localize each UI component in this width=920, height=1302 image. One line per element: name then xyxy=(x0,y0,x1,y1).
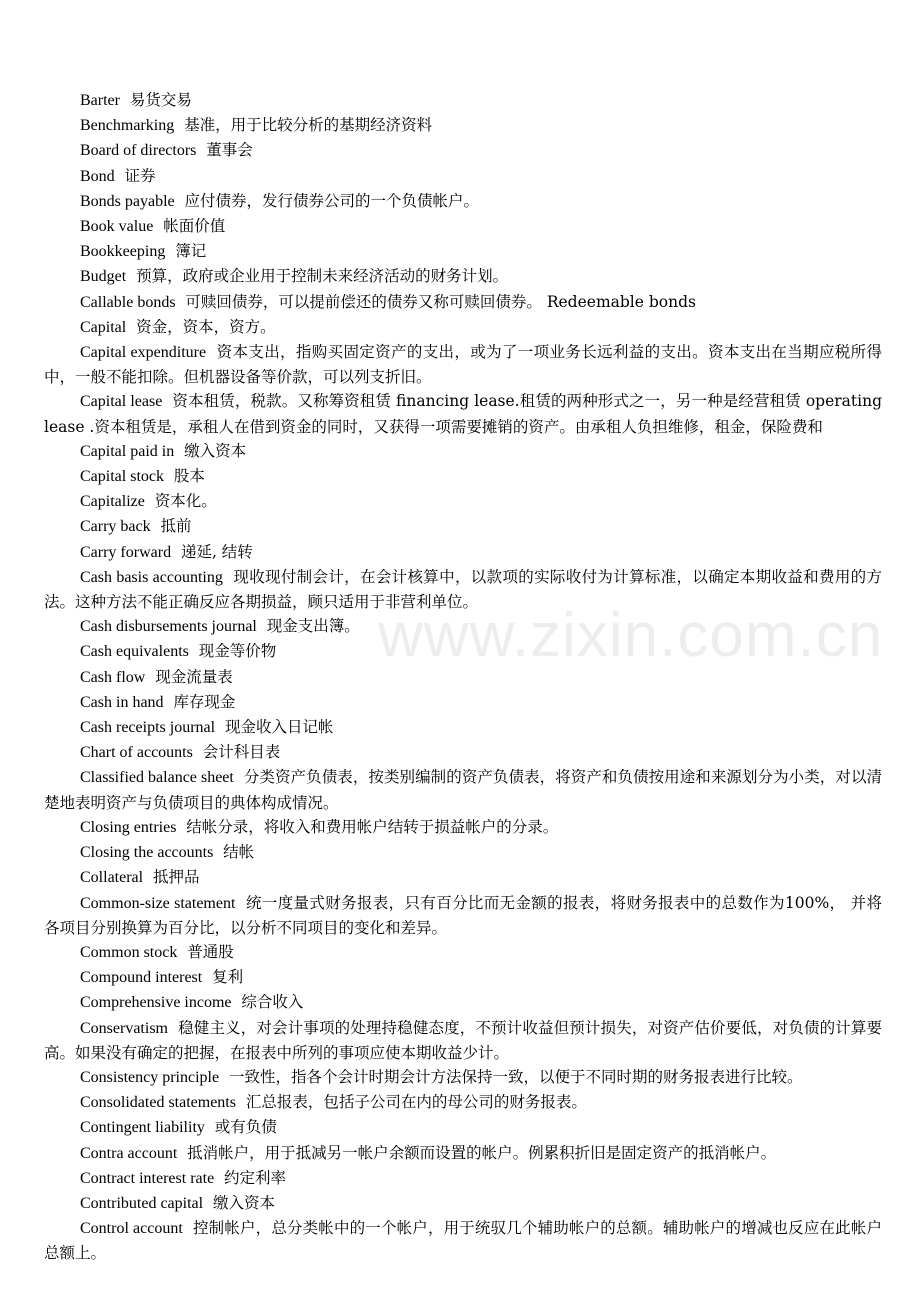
entry-definition: 分类资产负债表，按类别编制的资产负债表，将资产和负债按用途和来源划分为小类，对以清楚地表明资产与负债项目的典体构成情况。 xyxy=(44,768,883,812)
entry-term: Contingent liability xyxy=(80,1119,205,1137)
entry-term: Barter xyxy=(80,92,120,109)
entry-definition: 股本 xyxy=(173,467,205,486)
entry-term: Conservatism xyxy=(80,1019,168,1037)
entry-definition: 现金流量表 xyxy=(155,667,233,686)
entry-definition: 缴入资本 xyxy=(212,1193,275,1212)
entry-definition: 普通股 xyxy=(187,942,234,961)
entry-definition: 复利 xyxy=(212,968,244,987)
entry-definition: 抵消帐户，用于抵减另一帐户余额而设置的帐户。例累积折旧是固定资产的抵消帐户。 xyxy=(187,1143,777,1162)
entry-definition: 现金等价物 xyxy=(198,642,277,661)
entry-definition: 资本支出，指购买固定资产的支出，或为了一项业务长远利益的支出。资本支出在当期应税所得中，一般不能扣除。但机器设备等价款，可以列支折旧。 xyxy=(44,343,883,387)
glossary-entry xyxy=(44,138,882,163)
glossary-entry xyxy=(44,1191,882,1216)
glossary-entry xyxy=(44,1065,882,1090)
entry-definition: 缴入资本 xyxy=(184,441,247,460)
entry-term: Cash disbursements journal xyxy=(80,618,257,636)
glossary-entry xyxy=(44,765,882,814)
entry-term: Capital paid in xyxy=(80,442,175,460)
glossary-entry xyxy=(44,389,882,438)
entry-term: Capitalize xyxy=(80,493,145,511)
glossary-list xyxy=(44,88,882,1266)
entry-term: Control account xyxy=(80,1220,183,1238)
entry-definition: 资金，资本，资方。 xyxy=(136,317,276,336)
glossary-entry xyxy=(44,1115,882,1140)
watermark: www.zixin.com.cn xyxy=(378,601,884,670)
entry-definition: 帐面价值 xyxy=(163,217,226,236)
entry-definition: 结帐分录，将收入和费用帐户结转于损益帐户的分录。 xyxy=(186,817,559,836)
glossary-entry xyxy=(44,264,882,289)
entry-definition: 资本租赁，税款。又称筹资租赁 financing lease.租赁的两种形式之一，另一种是经营租赁 operating lease .资本租赁是，承租人在借到资金的同时，又获得一项需要摊销的资产。由承租人负担维修，租金，保险费和 xyxy=(44,392,883,436)
glossary-entry xyxy=(44,665,882,690)
entry-term: Chart of accounts xyxy=(80,744,193,762)
glossary-entry xyxy=(44,639,882,664)
glossary-entry xyxy=(44,464,882,489)
entry-definition: 约定利率 xyxy=(224,1168,287,1187)
entry-definition: 综合收入 xyxy=(241,993,304,1012)
glossary-entry xyxy=(44,965,882,990)
entry-term: Comprehensive income xyxy=(80,994,232,1012)
entry-definition: 汇总报表，包括子公司在内的母公司的财务报表。 xyxy=(245,1093,587,1112)
entry-definition: 预算，政府或企业用于控制未来经济活动的财务计划。 xyxy=(136,267,509,286)
glossary-entry xyxy=(44,940,882,965)
entry-definition: 抵前 xyxy=(160,517,192,536)
entry-term: Carry forward xyxy=(80,543,172,561)
entry-definition: 基准，用于比较分析的基期经济资料 xyxy=(184,116,433,135)
entry-term: Consistency principle xyxy=(80,1068,220,1086)
entry-term: Contributed capital xyxy=(80,1194,204,1212)
entry-term: Capital expenditure xyxy=(80,344,207,362)
entry-term: Benchmarking xyxy=(80,117,175,135)
entry-term: Common stock xyxy=(80,943,178,961)
glossary-entry xyxy=(44,1216,882,1265)
entry-term: Collateral xyxy=(80,869,144,887)
entry-definition: 或有负债 xyxy=(214,1118,277,1137)
glossary-entry xyxy=(44,214,882,239)
entry-definition: 会计科目表 xyxy=(202,743,281,762)
glossary-entry xyxy=(44,315,882,340)
entry-term: Cash receipts journal xyxy=(80,719,216,737)
entry-term: Capital lease xyxy=(80,393,163,411)
entry-term: Capital stock xyxy=(80,468,164,486)
entry-term: Common-size statement xyxy=(80,894,236,912)
entry-definition: 资本化。 xyxy=(154,492,217,511)
glossary-entry xyxy=(44,239,882,264)
glossary-entry xyxy=(44,815,882,840)
entry-term: Capital xyxy=(80,318,127,336)
glossary-entry xyxy=(44,164,882,189)
glossary-entry xyxy=(44,88,882,113)
entry-definition: 现收现付制会计，在会计核算中，以款项的实际收付为计算标准，以确定本期收益和费用的方法。这种方法不能正确反应各期损益，顾只适用于非营利单位。 xyxy=(44,567,882,612)
entry-definition: 现金收入日记帐 xyxy=(224,718,334,737)
entry-definition: 统一度量式财务报表，只有百分比而无金额的报表，将财务报表中的总数作为100%， 并将各项目分别换算为百分比，以分析不同项目的变化和差异。 xyxy=(44,893,883,937)
entry-definition: 应付债券，发行债券公司的一个负债帐户。 xyxy=(184,191,480,210)
glossary-entry xyxy=(44,340,882,389)
entry-term: Bonds payable xyxy=(80,192,175,210)
glossary-entry xyxy=(44,1166,882,1191)
entry-term: Compound interest xyxy=(80,969,203,987)
entry-term: Bookkeeping xyxy=(80,243,166,261)
glossary-entry xyxy=(44,1090,882,1115)
entry-definition: 簿记 xyxy=(175,242,207,261)
glossary-entry xyxy=(44,715,882,740)
glossary-entry xyxy=(44,690,882,715)
glossary-entry xyxy=(44,113,882,138)
entry-definition: 抵押品 xyxy=(152,868,200,887)
glossary-entry xyxy=(44,189,882,214)
glossary-entry xyxy=(44,439,882,464)
entry-term: Closing the accounts xyxy=(80,844,214,862)
glossary-entry xyxy=(44,1016,882,1065)
entry-term: Cash basis accounting xyxy=(80,568,223,586)
entry-term: Cash equivalents xyxy=(80,643,189,661)
entry-definition: 董事会 xyxy=(206,141,253,160)
glossary-entry xyxy=(44,1141,882,1166)
entry-term: Board of directors xyxy=(80,142,197,160)
glossary-entry xyxy=(44,614,882,639)
entry-definition: 稳健主义，对会计事项的处理持稳健态度，不预计收益但预计损失，对资产估价要低，对负债的计算要高。如果没有确定的把握，在报表中所列的事项应使本期收益少计。 xyxy=(44,1018,882,1062)
entry-term: Cash flow xyxy=(80,668,146,686)
entry-term: Bond xyxy=(80,167,115,185)
entry-definition: 易货交易 xyxy=(129,91,192,109)
glossary-entry xyxy=(44,891,882,940)
entry-term: Contract interest rate xyxy=(80,1169,215,1187)
glossary-entry xyxy=(44,489,882,514)
entry-definition: 结帐 xyxy=(223,843,255,862)
entry-definition: 递延, 结转 xyxy=(180,542,253,561)
glossary-entry xyxy=(44,740,882,765)
entry-term: Classified balance sheet xyxy=(80,769,234,787)
entry-definition: 证券 xyxy=(124,166,156,185)
entry-term: Book value xyxy=(80,218,154,236)
entry-definition: 库存现金 xyxy=(173,692,236,711)
entry-term: Carry back xyxy=(80,518,151,536)
entry-definition: 可赎回债券，可以提前偿还的债券又称可赎回债券。 Redeemable bonds xyxy=(185,292,696,311)
glossary-entry xyxy=(44,290,882,315)
glossary-entry xyxy=(44,540,882,565)
entry-definition: 现金支出簿。 xyxy=(266,617,360,636)
glossary-entry xyxy=(44,865,882,890)
entry-term: Callable bonds xyxy=(80,293,176,311)
glossary-entry xyxy=(44,514,882,539)
glossary-entry xyxy=(44,565,882,614)
entry-term: Closing entries xyxy=(80,818,177,836)
entry-definition: 一致性，指各个会计时期会计方法保持一致，以便于不同时期的财务报表进行比较。 xyxy=(228,1067,803,1086)
glossary-entry xyxy=(44,840,882,865)
entry-definition: 控制帐户，总分类帐中的一个帐户，用于统驭几个辅助帐户的总额。辅助帐户的增减也反应在此帐户总额上。 xyxy=(44,1219,882,1263)
glossary-entry xyxy=(44,990,882,1015)
entry-term: Consolidated statements xyxy=(80,1094,236,1112)
entry-term: Budget xyxy=(80,268,127,286)
entry-term: Cash in hand xyxy=(80,693,164,711)
entry-term: Contra account xyxy=(80,1144,178,1162)
